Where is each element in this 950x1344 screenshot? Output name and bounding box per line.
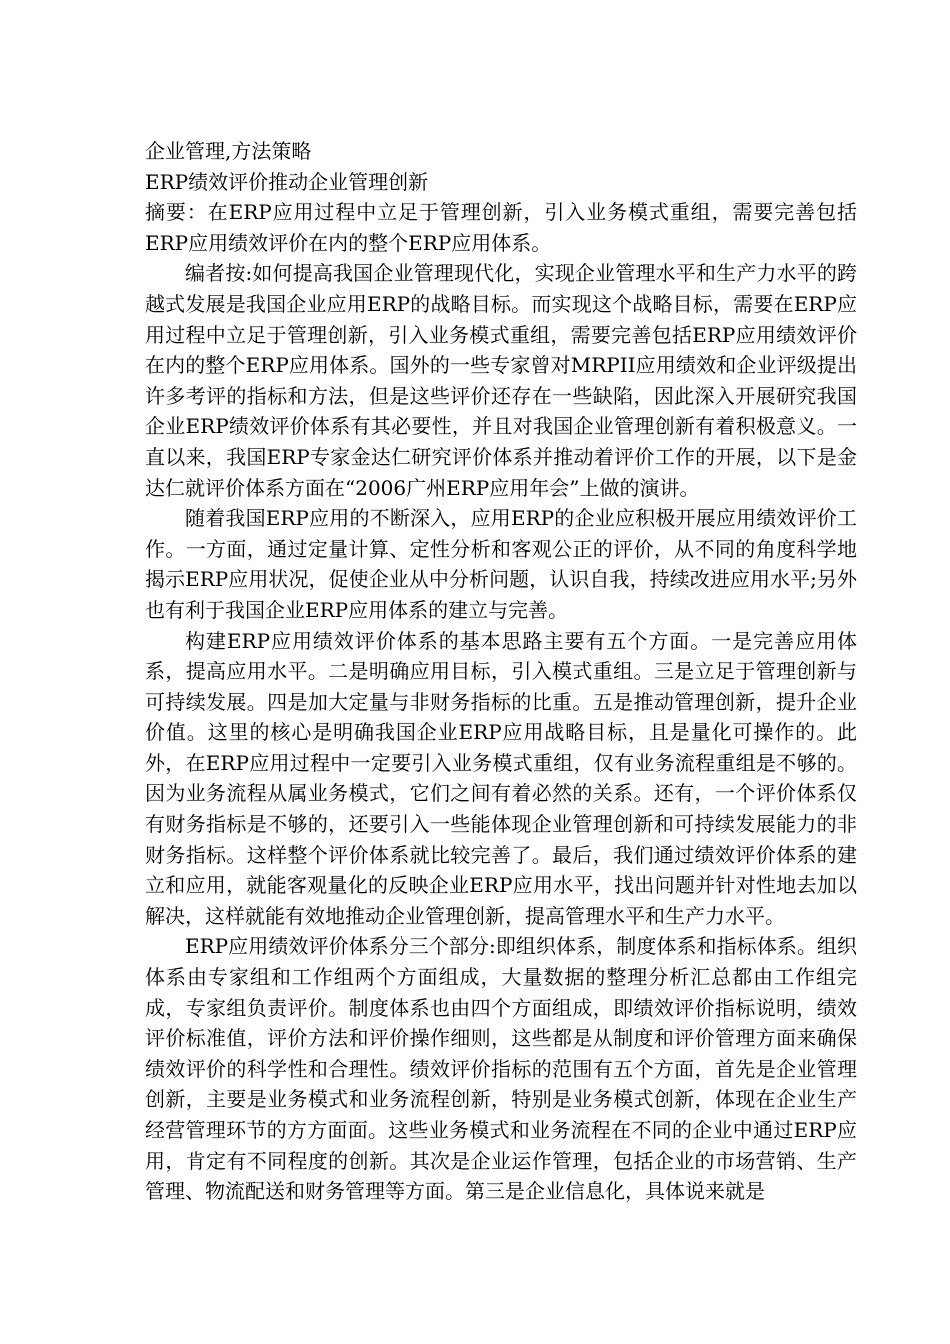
paragraph-background: 随着我国ERP应用的不断深入，应用ERP的企业应积极开展应用绩效评价工作。一方面，通过定量计算、定性分析和客观公正的评价，从不同的角度科学地揭示ERP应用状况，促使企业从中分析问题，认识自我，持续改进应用水平;另外也有利于我国企业ERP应用体系的建立与完善。 xyxy=(145,506,857,622)
article-title: ERP绩效评价推动企业管理创新 xyxy=(145,169,429,194)
abstract: 摘要：在ERP应用过程中立足于管理创新，引入业务模式重组，需要完善包括ERP应用绩效评价在内的整个ERP应用体系。 xyxy=(145,200,857,255)
paragraph-approach: 构建ERP应用绩效评价体系的基本思路主要有五个方面。一是完善应用体系，提高应用水平。二是明确应用目标，引入模式重组。三是立足于管理创新与可持续发展。四是加大定量与非财务指标的比重。五是推动管理创新，提升企业价值。这里的核心是明确我国企业ERP应用战略目标，且是量化可操作的。此外，在ERP应用过程中一定要引入业务模式重组，仅有业务流程重组是不够的。因为业务流程从属业务模式，它们之间有着必然的关系。还有，一个评价体系仅有财务指标是不够的，还要引入一些能体现企业管理创新和可持续发展能力的非财务指标。这样整个评价体系就比较完善了。最后，我们通过绩效评价体系的建立和应用，就能客观量化的反映企业ERP应用水平，找出问题并针对性地去加以解决，这样就能有效地推动企业管理创新，提高管理水平和生产力水平。 xyxy=(145,628,857,928)
document-page xyxy=(145,136,857,1207)
paragraph-system-structure: ERP应用绩效评价体系分三个部分:即组织体系，制度体系和指标体系。组织体系由专家组和工作组两个方面组成，大量数据的整理分析汇总都由工作组完成，专家组负责评价。制度体系也由四个方面组成，即绩效评价指标说明，绩效评价标准值，评价方法和评价操作细则，这些都是从制度和评价管理方面来确保绩效评价的科学性和合理性。绩效评价指标的范围有五个方面，首先是企业管理创新，主要是业务模式和业务流程创新，特别是业务模式创新，体现在企业生产经营管理环节的方方面面。这些业务模式和业务流程在不同的企业中通过ERP应用，肯定有不同程度的创新。其次是企业运作管理，包括企业的市场营销、生产管理、物流配送和财务管理等方面。第三是企业信息化，具体说来就是 xyxy=(145,934,857,1204)
category-line: 企业管理,方法策略 xyxy=(145,139,312,163)
paragraph-editor-note: 编者按:如何提高我国企业管理现代化，实现企业管理水平和生产力水平的跨越式发展是我国企业应用ERP的战略目标。而实现这个战略目标，需要在ERP应用过程中立足于管理创新，引入业务模式重组，需要完善包括ERP应用绩效评价在内的整个ERP应用体系。国外的一些专家曾对MRPII应用绩效和企业评级提出许多考评的指标和方法，但是这些评价还存在一些缺陷，因此深入开展研究我国企业ERP绩效评价体系有其必要性，并且对我国企业管理创新有着积极意义。一直以来，我国ERP专家金达仁研究评价体系并推动着评价工作的开展，以下是金达仁就评价体系方面在“2006广州ERP应用年会”上做的演讲。 xyxy=(145,261,857,500)
